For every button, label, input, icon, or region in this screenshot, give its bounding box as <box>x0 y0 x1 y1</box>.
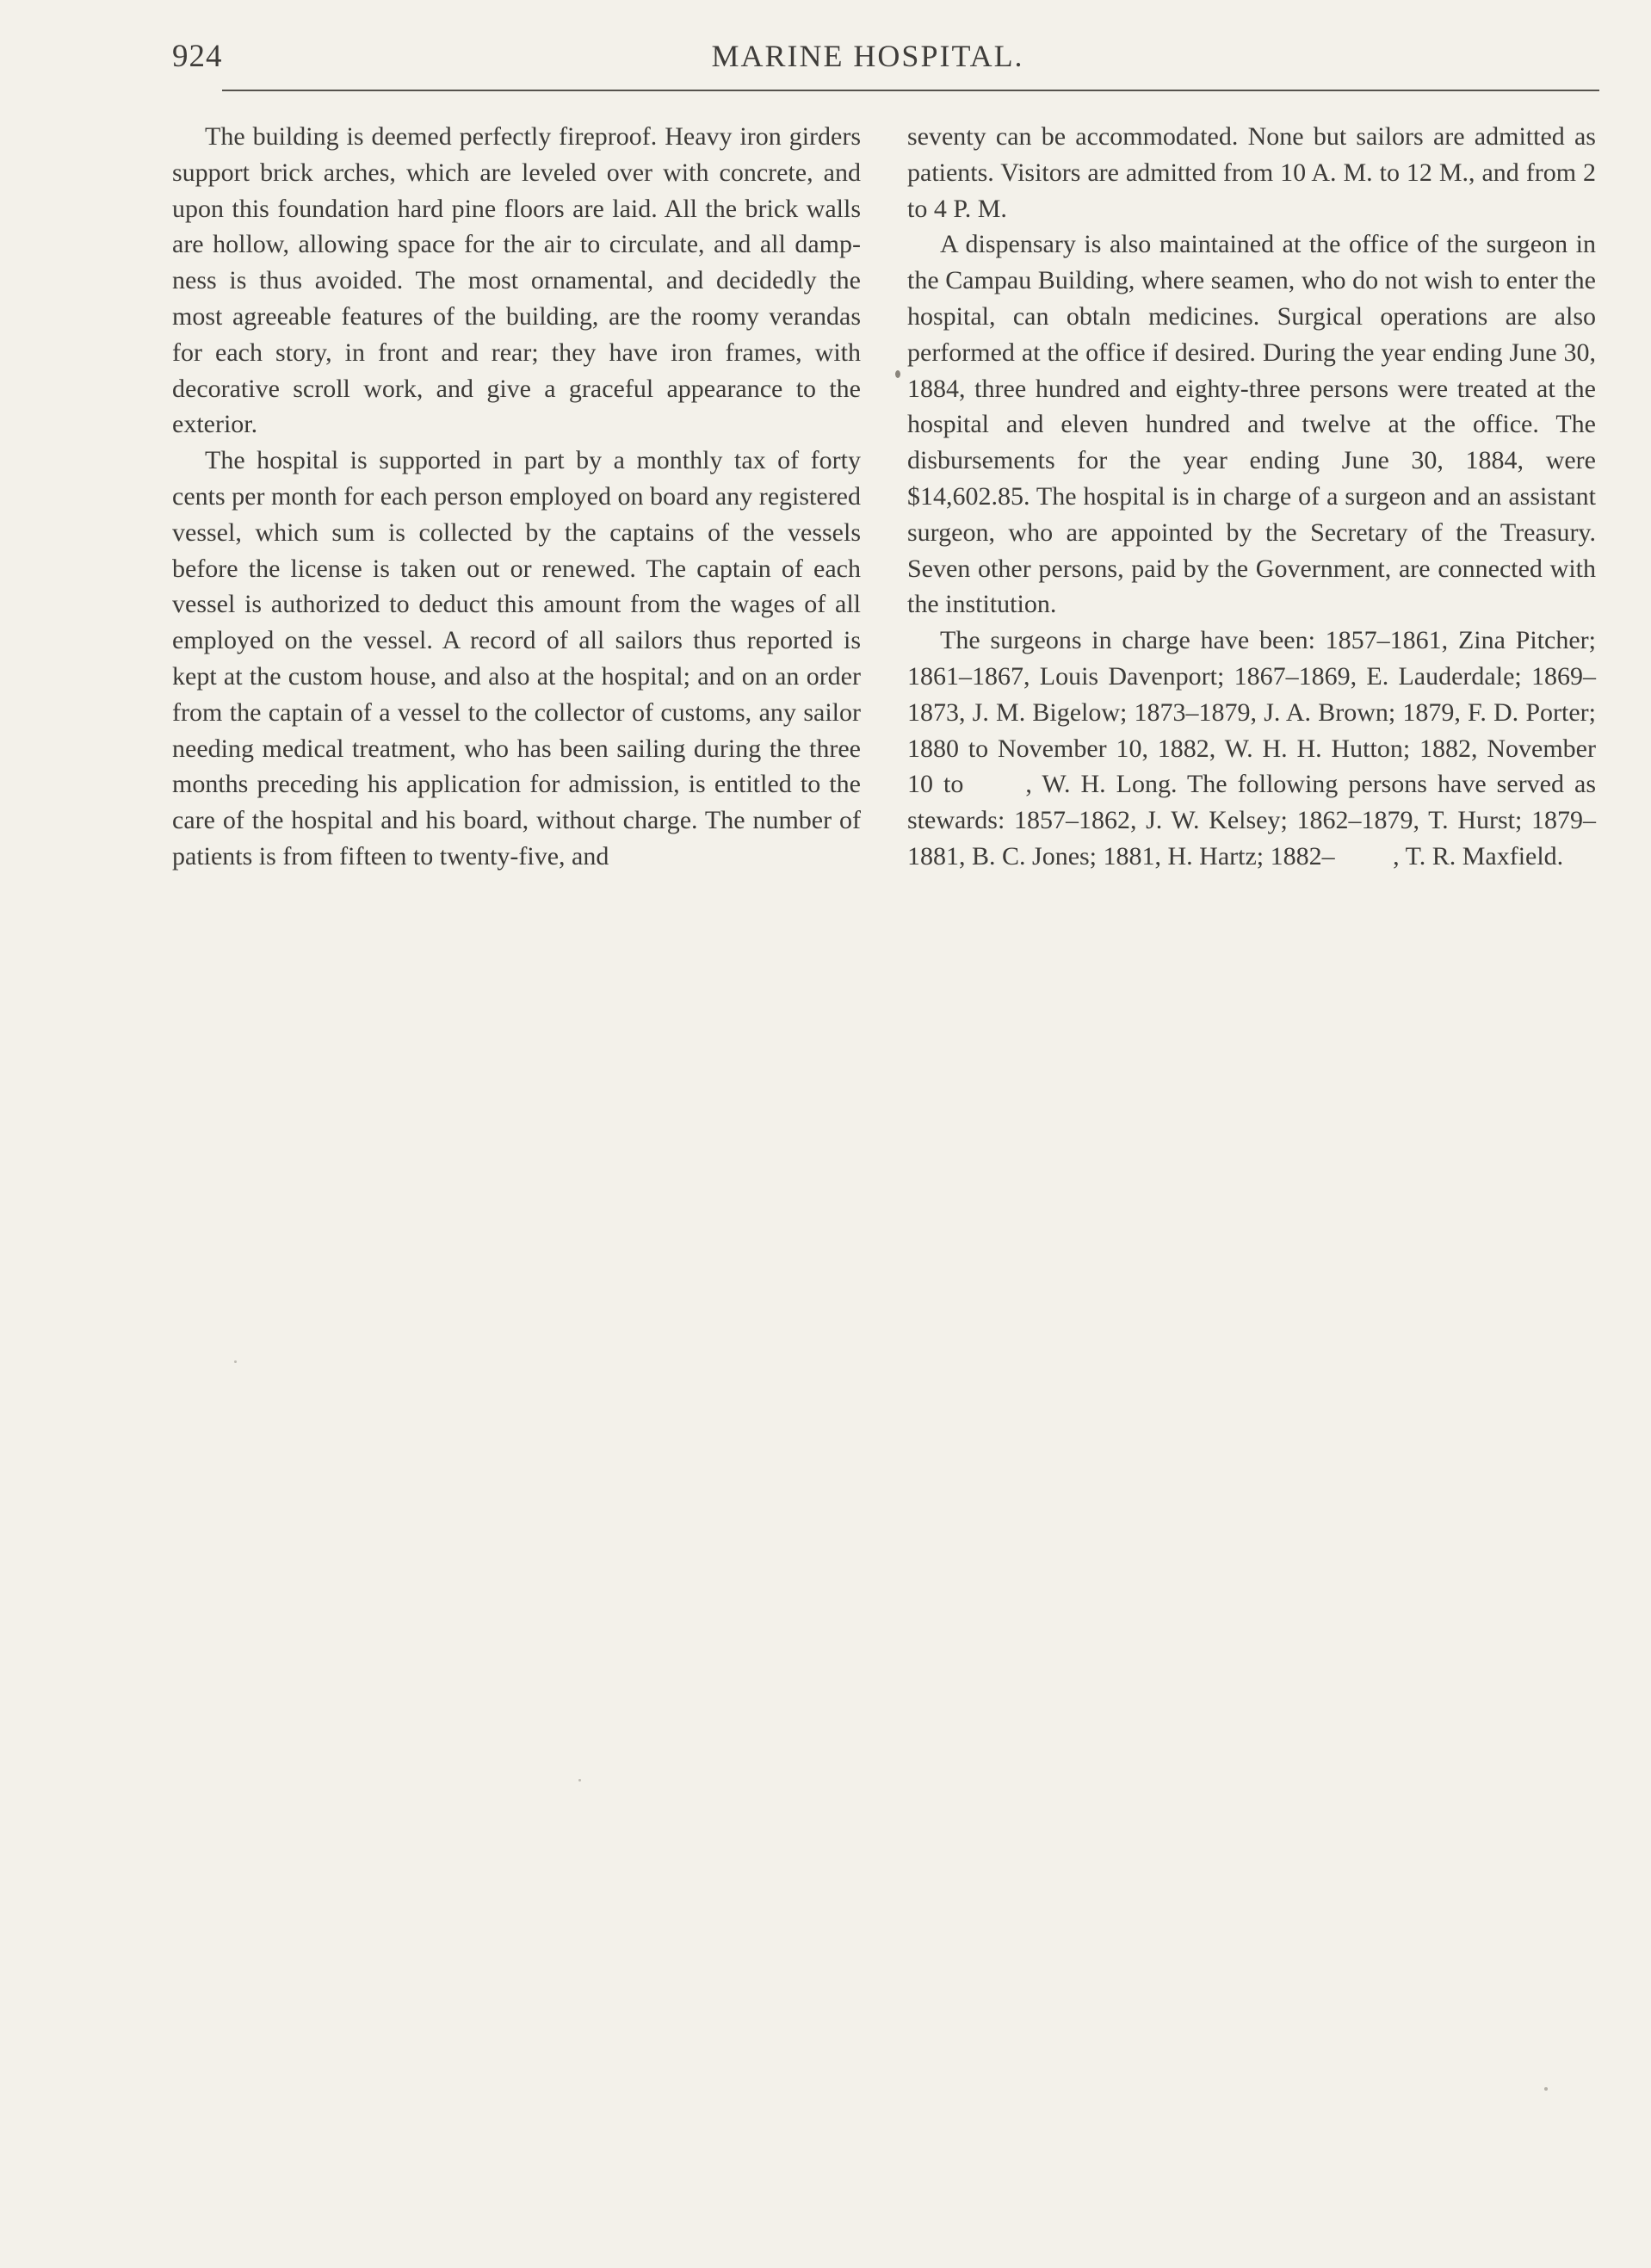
paragraph-hospital-support: The hospital is supported in part by a monthly tax of forty cents per month for each person employed on board any registered vessel, which sum is collected by the captains of the vessels before the license is taken out or renewed. The captain of each vessel is authorized to deduct this amount from the wages of all employed on the vessel. A record of all sailors thus reported is kept at the custom house, and also at the hospital; and on an order from the captain of a vessel to the collector of customs, any sailor needing medical treatment, who has been sailing during the three months preceding his application for admission, is entitled to the care of the hospital and his board, without charge. The number of patients is from fifteen to twenty-five, and <box>172 446 861 871</box>
paragraph-visitors: seventy can be accommodated. None but sailors are admitted as patients. Visitors are admitted from 10 A. M. to 12 M., and from 2 to 4 P. M. <box>907 122 1596 223</box>
left-column <box>172 119 861 875</box>
page-number: 924 <box>172 39 223 74</box>
running-title: MARINE HOSPITAL. <box>711 39 1024 73</box>
paragraph-surgeons-stewards: The surgeons in charge have been: 1857–1861, Zina Pitcher; 1861–1867, Louis Davenport; 1867–1869, E. Lauderdale; 1869–1873, J. M. Bigelow; 1873–1879, J. A. Brown; 1879, F. D. Porter; 1880 to November 10, 1882, W. H. H. Hutton; 1882, November 10 to , W. H. Long. The following persons have served as stewards: 1857–1862, J. W. Kelsey; 1862–1879, T. Hurst; 1879–1881, B. C. Jones; 1881, H. Hartz; 1882– , T. R. Maxfield. <box>907 626 1596 871</box>
page-header <box>172 38 1563 81</box>
paper-speck <box>234 1360 237 1363</box>
paragraph-dispensary: A dispensary is also maintained at the office of the surgeon in the Campau Building, where seamen, who do not wish to enter the hospital, can obtaln medicines. Surgical operations are also performed at the office if desired. During the year ending June 30, 1884, three hundred and eighty-three persons were treated at the hospital and eleven hundred and twelve at the office. The disbursements for the year ending June 30, 1884, were $14,602.85. The hospital is in charge of a surgeon and an assistant surgeon, who are appointed by the Secretary of the Treasury. Seven other persons, paid by the Government, are connected with the institution. <box>907 230 1596 619</box>
right-column <box>907 119 1596 875</box>
paper-speck <box>1544 2087 1548 2091</box>
paragraph-fireproof-building: The building is deemed perfectly fireproof. Heavy iron girders support brick arches, which are leveled over with concrete, and upon this foundation hard pine floors are laid. All the brick walls are hollow, allowing space for the air to circulate, and all dampness is thus avoided. The most ornamental, and decidedly the most agreeable features of the building, are the roomy verandas for each story, in front and rear; they have iron frames, with decorative scroll work, and give a graceful appearance to the exterior. <box>172 122 861 439</box>
paper-speck <box>578 1779 581 1782</box>
header-rule <box>222 90 1599 91</box>
paper-speck <box>895 370 900 378</box>
